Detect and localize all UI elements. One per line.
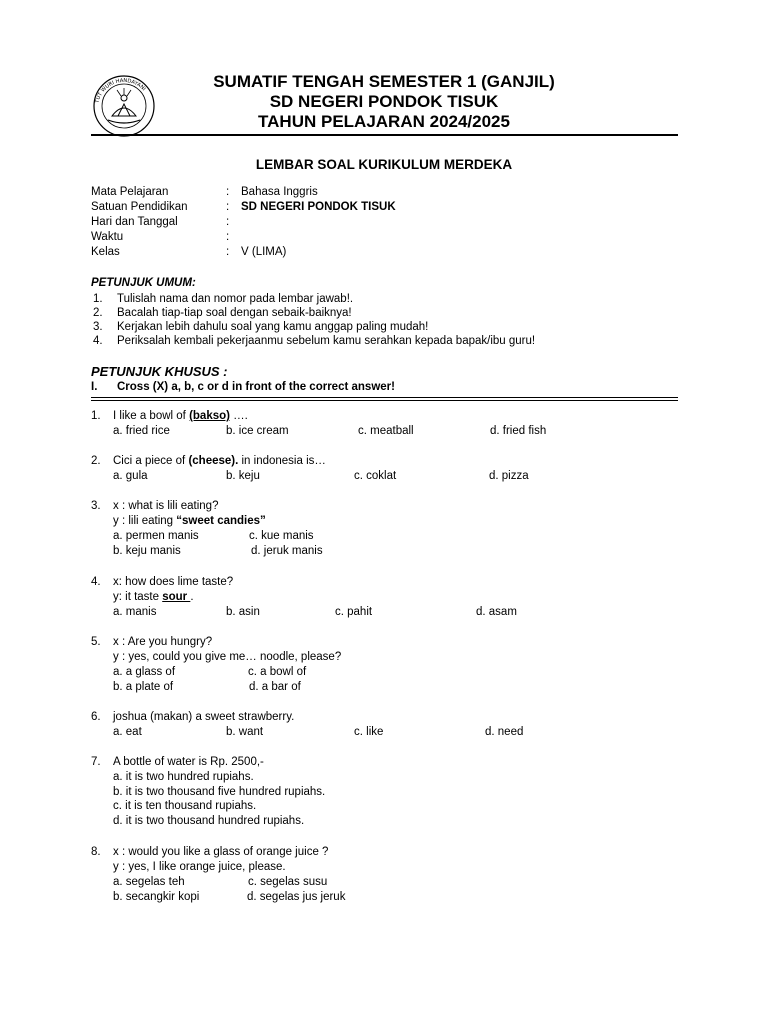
q8-option-c: c. segelas susu <box>248 876 328 888</box>
q2-option-d: d. pizza <box>489 470 529 482</box>
pu-text-3: Kerjakan lebih dahulu soal yang kamu anggap paling mudah! <box>117 321 429 333</box>
section-divider-2 <box>91 400 678 401</box>
subtitle: LEMBAR SOAL KURIKULUM MERDEKA <box>255 157 513 172</box>
pu-text-1: Tulislah nama dan nomor pada lembar jawab!. <box>117 293 354 305</box>
info-label-3: Hari dan Tanggal <box>91 216 178 228</box>
pu-num-1: 1. <box>93 293 103 305</box>
pu-text-4: Periksalah kembali pekerjaanmu sebelum kamu serahkan kepada bapak/ibu guru! <box>117 335 536 347</box>
q2-option-c: c. coklat <box>354 470 397 482</box>
q3-option-a: a. permen manis <box>113 530 199 542</box>
q6-option-c: c. like <box>354 726 384 738</box>
q7-option-b: b. it is two thousand five hundred rupiahs. <box>113 786 326 798</box>
header-line-3: TAHUN PELAJARAN 2024/2025 <box>258 112 510 131</box>
info-value-5: V (LIMA) <box>241 246 287 258</box>
pu-text-2: Bacalah tiap-tiap soal dengan sebaik-baiknya! <box>117 307 352 319</box>
info-sep-5: : <box>226 246 230 258</box>
q7-option-a: a. it is two hundred rupiahs. <box>113 771 254 783</box>
q7-option-d: d. it is two thousand hundred rupiahs. <box>113 815 305 827</box>
q4-line2: y: it taste sour . <box>113 591 194 603</box>
q4-option-a: a. manis <box>113 606 157 618</box>
header-line-1: SUMATIF TENGAH SEMESTER 1 (GANJIL) <box>213 72 555 91</box>
q2-option-a: a. gula <box>113 470 148 482</box>
q4-option-c: c. pahit <box>335 606 373 618</box>
info-label-1: Mata Pelajaran <box>91 186 169 198</box>
q8-option-d: d. segelas jus jeruk <box>247 891 346 903</box>
q2-num: 2. <box>91 455 101 467</box>
info-sep-4: : <box>226 231 230 243</box>
pu-num-4: 4. <box>93 335 103 347</box>
q1-num: 1. <box>91 410 101 422</box>
pu-num-2: 2. <box>93 307 103 319</box>
q5-option-b: b. a plate of <box>113 681 174 693</box>
q1-option-c: c. meatball <box>358 425 414 437</box>
q5-line1: x : Are you hungry? <box>113 636 213 648</box>
info-value-2: SD NEGERI PONDOK TISUK <box>241 201 396 213</box>
svg-text:TUT WURI HANDAYANI: TUT WURI HANDAYANI <box>94 77 147 104</box>
section-divider-1 <box>91 397 678 398</box>
q8-option-a: a. segelas teh <box>113 876 185 888</box>
q8-num: 8. <box>91 846 101 858</box>
q1-option-a: a. fried rice <box>113 425 170 437</box>
q4-num: 4. <box>91 576 101 588</box>
q2-option-b: b. keju <box>226 470 260 482</box>
q6-option-b: b. want <box>226 726 264 738</box>
q7-num: 7. <box>91 756 101 768</box>
q6-option-a: a. eat <box>113 726 142 738</box>
info-label-4: Waktu <box>91 231 124 243</box>
q4-line1: x: how does lime taste? <box>113 576 234 588</box>
q4-option-d: d. asam <box>476 606 517 618</box>
section-instruction: Cross (X) a, b, c or d in front of the correct answer! <box>117 381 395 393</box>
q1-text: I like a bowl of (bakso) …. <box>113 410 248 422</box>
q3-option-b: b. keju manis <box>113 545 181 557</box>
q3-num: 3. <box>91 500 101 512</box>
q7-option-c: c. it is ten thousand rupiahs. <box>113 800 257 812</box>
q6-num: 6. <box>91 711 101 723</box>
q8-line2: y : yes, I like orange juice, please. <box>113 861 286 873</box>
pu-num-3: 3. <box>93 321 103 333</box>
info-label-5: Kelas <box>91 246 120 258</box>
q6-line1: joshua (makan) a sweet strawberry. <box>113 711 295 723</box>
info-sep-3: : <box>226 216 230 228</box>
petunjuk-khusus-title: PETUNJUK KHUSUS : <box>91 364 228 379</box>
q3-option-d: d. jeruk manis <box>251 545 323 557</box>
q1-option-d: d. fried fish <box>490 425 547 437</box>
q5-option-a: a. a glass of <box>113 666 176 678</box>
info-label-2: Satuan Pendidikan <box>91 201 188 213</box>
info-value-1: Bahasa Inggris <box>241 186 318 198</box>
q7-line1: A bottle of water is Rp. 2500,- <box>113 756 264 768</box>
section-num: I. <box>91 381 98 393</box>
q3-line2: y : lili eating “sweet candies” <box>113 515 266 527</box>
q5-option-d: d. a bar of <box>249 681 301 693</box>
q3-line1: x : what is lili eating? <box>113 500 219 512</box>
petunjuk-umum-title: PETUNJUK UMUM: <box>91 277 196 289</box>
q3-option-c: c. kue manis <box>249 530 314 542</box>
q4-option-b: b. asin <box>226 606 260 618</box>
q2-text: Cici a piece of (cheese). in indonesia is… <box>113 455 326 467</box>
q5-line2: y : yes, could you give me… noodle, please? <box>113 651 342 663</box>
info-sep-2: : <box>226 201 230 213</box>
q1-option-b: b. ice cream <box>226 425 289 437</box>
q6-option-d: d. need <box>485 726 524 738</box>
q5-option-c: c. a bowl of <box>248 666 307 678</box>
q8-line1: x : would you like a glass of orange juice ? <box>113 846 329 858</box>
q5-num: 5. <box>91 636 101 648</box>
header-line-2: SD NEGERI PONDOK TISUK <box>269 92 499 111</box>
header-divider <box>91 134 678 136</box>
info-sep-1: : <box>226 186 230 198</box>
q8-option-b: b. secangkir kopi <box>113 891 200 903</box>
